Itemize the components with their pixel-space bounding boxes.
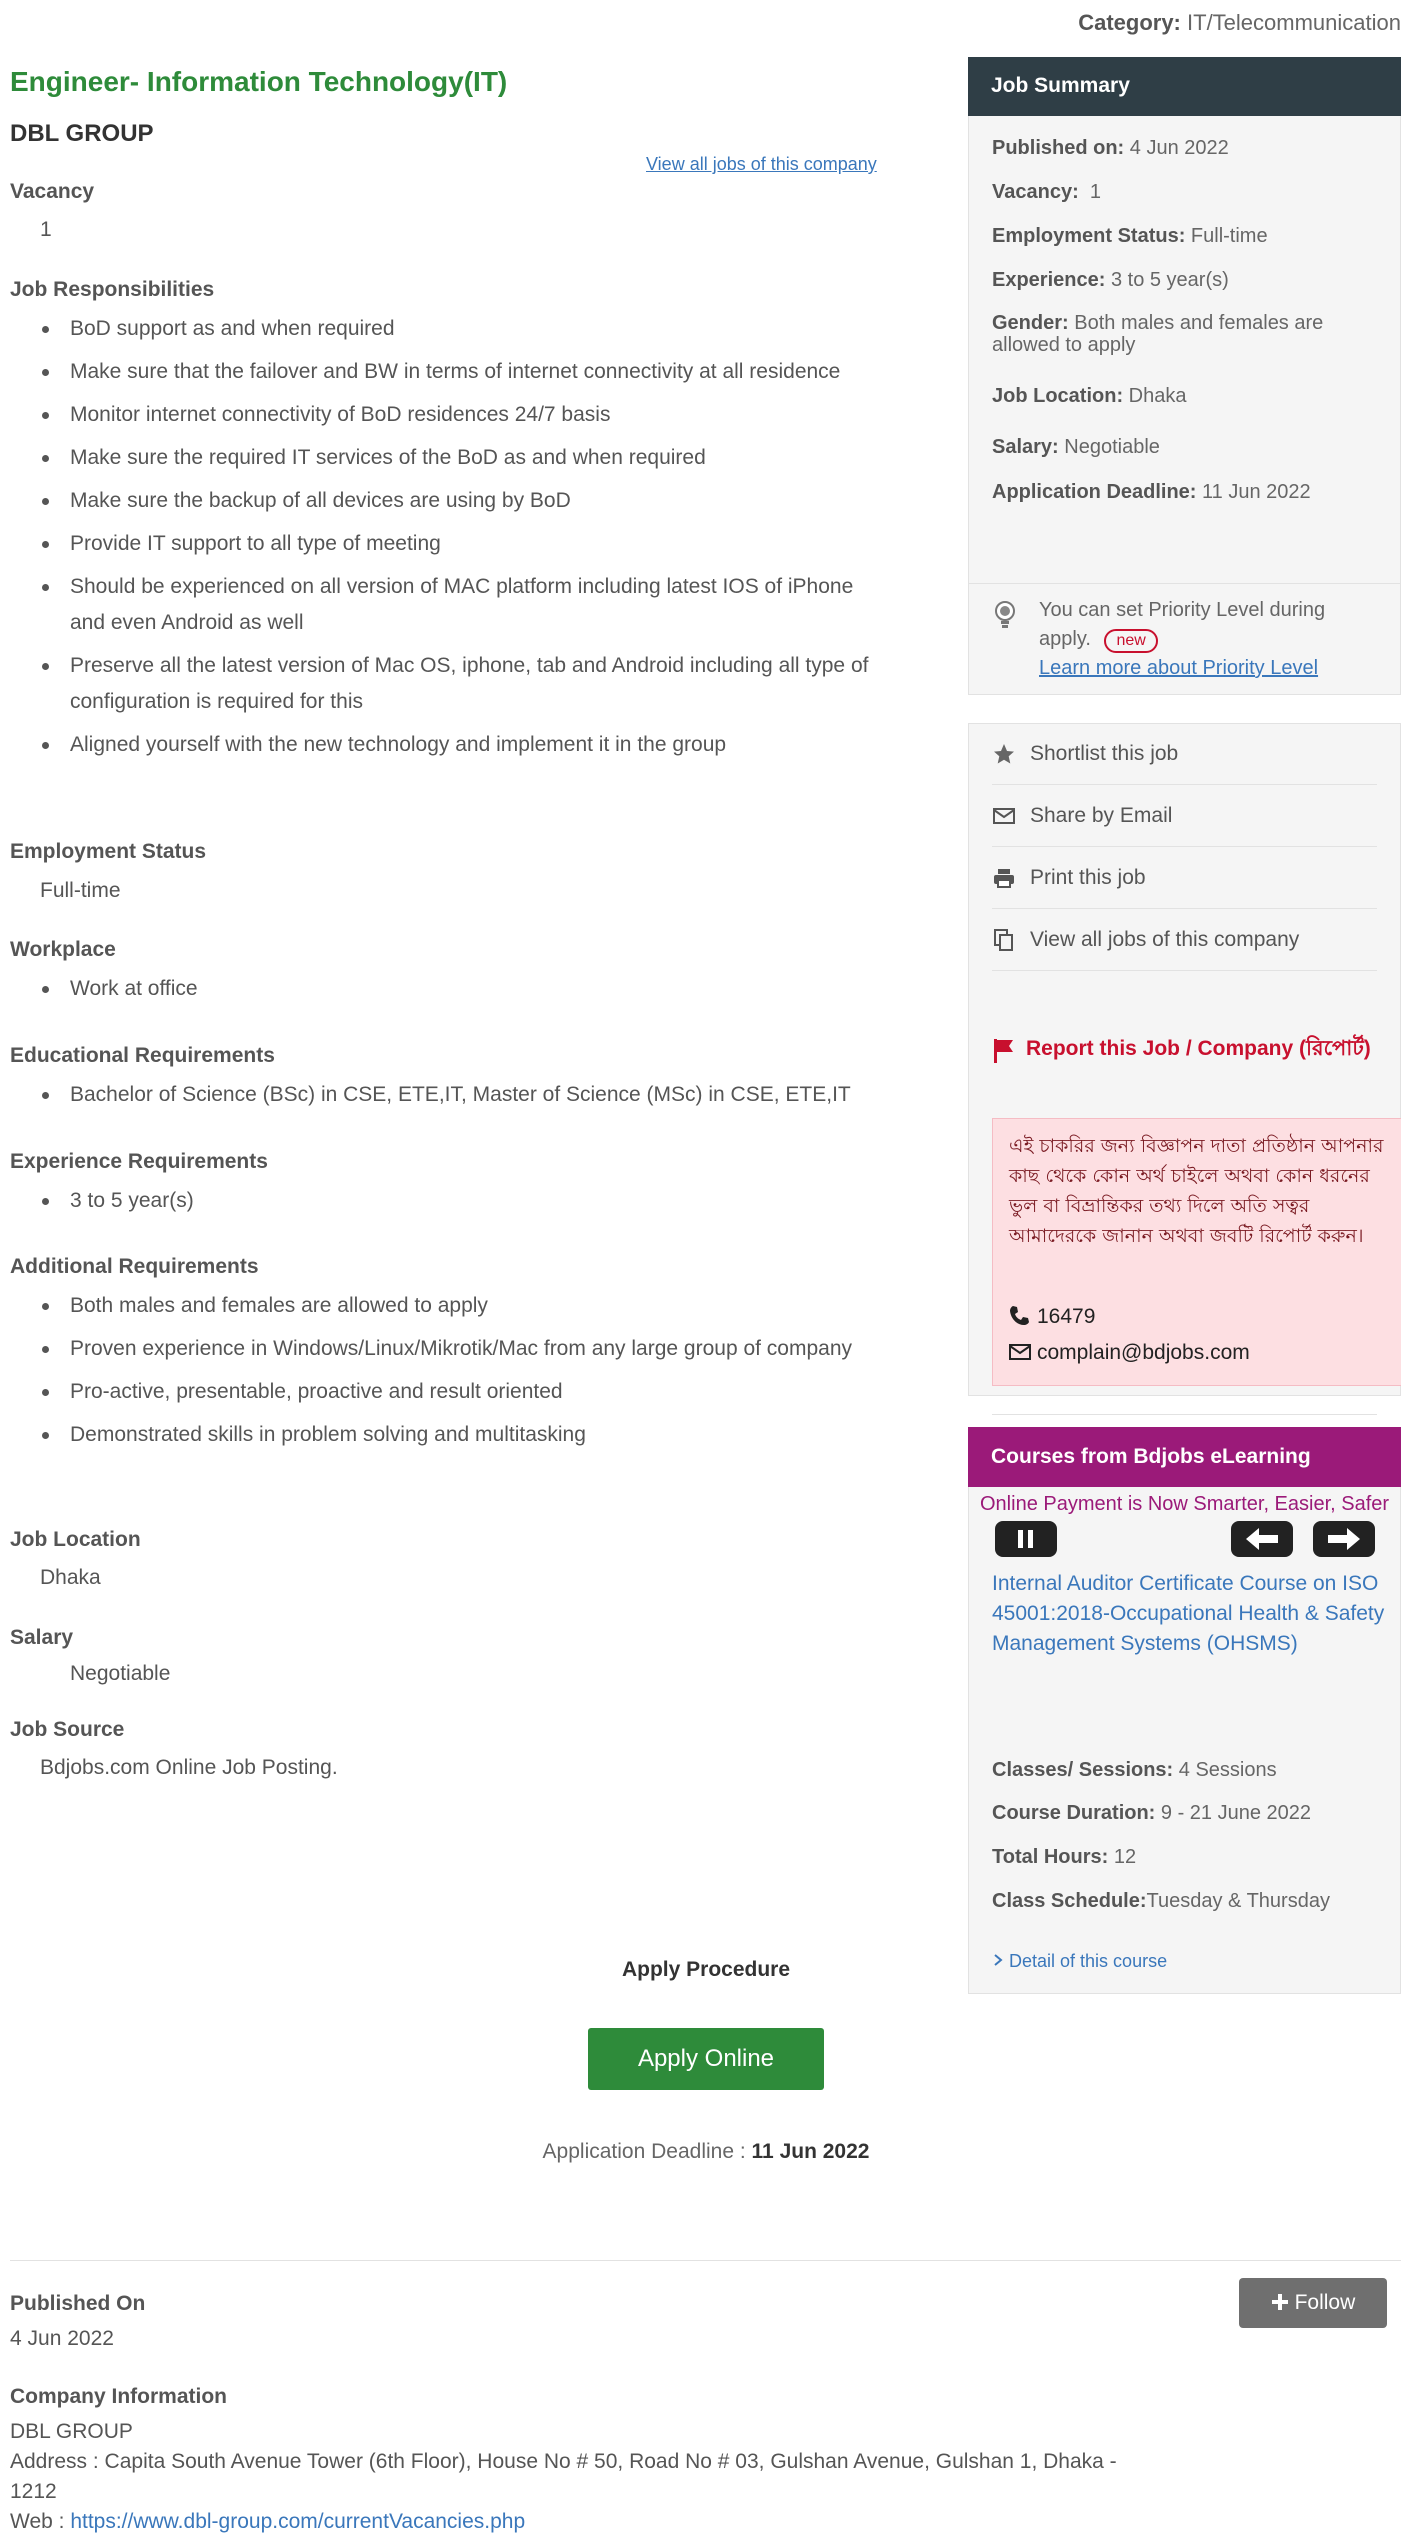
shortlist-label: Shortlist this job <box>1030 742 1179 765</box>
warning-phone <box>1009 1305 1095 1329</box>
follow-button[interactable] <box>1239 2278 1387 2328</box>
summary-deadline-label: Application Deadline: <box>992 481 1197 503</box>
priority-learn-more-link[interactable]: Learn more about Priority Level <box>1039 657 1319 679</box>
course-duration-label: Course Duration: <box>992 1802 1156 1824</box>
course-hours-label: Total Hours: <box>992 1846 1109 1868</box>
list-item: Make sure the backup of all devices are using by BoD <box>40 483 870 519</box>
list-item: Both males and females are allowed to apply <box>40 1288 870 1324</box>
summary-location <box>992 384 1382 408</box>
vacancy-value: 1 <box>40 218 52 241</box>
courses-panel <box>968 1487 1401 1994</box>
employment-status-title: Employment Status <box>10 840 207 863</box>
summary-salary-value: Negotiable <box>1064 436 1160 458</box>
copy-icon <box>992 928 1016 952</box>
list-item: BoD support as and when required <box>40 311 870 347</box>
list-item: Bachelor of Science (BSc) in CSE, ETE,IT, Master of Science (MSc) in CSE, ETE,IT <box>40 1077 870 1113</box>
priority-text-block <box>1039 596 1379 683</box>
additional-title: Additional Requirements <box>10 1255 259 1278</box>
responsibilities-title: Job Responsibilities <box>10 278 215 301</box>
warning-email[interactable] <box>1009 1341 1250 1365</box>
envelope-icon <box>1009 1341 1031 1363</box>
list-item: Pro-active, presentable, proactive and result oriented <box>40 1374 870 1410</box>
experience-list <box>40 1183 870 1226</box>
list-item: Aligned yourself with the new technology and implement it in the group <box>40 727 870 763</box>
course-sessions-value: 4 Sessions <box>1178 1759 1277 1781</box>
summary-published-value: 4 Jun 2022 <box>1129 137 1229 159</box>
category <box>1078 10 1401 36</box>
workplace-title: Workplace <box>10 938 116 961</box>
list-item: Demonstrated skills in problem solving and multitasking <box>40 1417 870 1453</box>
salary-title: Salary <box>10 1626 74 1649</box>
summary-gender <box>992 312 1382 356</box>
warning-phone-value: 16479 <box>1037 1305 1096 1328</box>
company-name: DBL GROUP <box>10 120 154 147</box>
prev-button[interactable] <box>1231 1521 1293 1557</box>
view-all-jobs-label: View all jobs of this company <box>1030 928 1300 951</box>
location-title: Job Location <box>10 1528 141 1551</box>
apply-procedure-title: Apply Procedure <box>621 1958 791 1981</box>
shortlist-button[interactable] <box>992 724 1377 785</box>
job-summary <box>968 116 1401 610</box>
apply-online-button[interactable]: Apply Online <box>588 2028 824 2090</box>
list-item: Proven experience in Windows/Linux/Mikrotik/Mac from any large group of company <box>40 1331 870 1367</box>
location-value: Dhaka <box>40 1566 101 1589</box>
summary-location-value: Dhaka <box>1128 385 1187 407</box>
printer-icon <box>992 866 1016 890</box>
summary-experience-label: Experience: <box>992 269 1106 291</box>
summary-status <box>992 224 1382 248</box>
published-on-value: 4 Jun 2022 <box>10 2327 114 2350</box>
company-address: Address : Capita South Avenue Tower (6th Floor), House No # 50, Road No # 03, Gulshan Avenue, Gulshan 1, Dhaka - <box>10 2450 1117 2473</box>
next-button[interactable] <box>1313 1521 1375 1557</box>
star-icon <box>992 742 1016 766</box>
follow-label: Follow <box>1294 2291 1356 2314</box>
course-hours <box>992 1846 1136 1869</box>
list-item: Work at office <box>40 971 870 1007</box>
warning-email-value: complain@bdjobs.com <box>1037 1341 1250 1364</box>
job-actions <box>968 723 1401 1396</box>
list-item: Should be experienced on all version of MAC platform including latest IOS of iPhone and even Android as well <box>40 569 870 641</box>
summary-status-value: Full-time <box>1190 225 1268 247</box>
warning-text: এই চাকরির জন্য বিজ্ঞাপন দাতা প্রতিষ্ঠান আপনার কাছ থেকে কোন অর্থ চাইলে অথবা কোন ধরনের ভুল বা বিভ্রান্তিকর তথ্য দিলে অতি সত্বর আমাদেরকে জানান অথবা জবটি রিপোর্ট করুন। <box>1009 1135 1384 1247</box>
new-badge: new <box>1104 629 1157 653</box>
pause-button[interactable] <box>995 1521 1057 1557</box>
divider <box>10 2260 1401 2261</box>
company-address-cont: 1212 <box>10 2480 57 2503</box>
category-value: IT/Telecommunication <box>1187 10 1401 35</box>
course-schedule-label: Class Schedule: <box>992 1890 1147 1912</box>
summary-vacancy-value: 1 <box>1089 181 1101 203</box>
plus-icon <box>1271 2293 1289 2311</box>
education-title: Educational Requirements <box>10 1044 275 1067</box>
source-value: Bdjobs.com Online Job Posting. <box>40 1756 338 1779</box>
list-item: 3 to 5 year(s) <box>40 1183 870 1219</box>
courses-ticker: Online Payment is Now Smarter, Easier, Safer <box>980 1493 1390 1515</box>
course-sessions <box>992 1759 1277 1782</box>
summary-location-label: Job Location: <box>992 385 1124 407</box>
education-list <box>40 1077 870 1120</box>
category-label: Category: <box>1078 10 1181 35</box>
additional-list <box>40 1288 870 1460</box>
course-detail-label: Detail of this course <box>1009 1951 1168 1971</box>
responsibilities-list <box>40 311 870 770</box>
summary-published-label: Published on: <box>992 137 1125 159</box>
phone-icon <box>1009 1305 1031 1327</box>
priority-text: You can set Priority Level during apply. <box>1039 599 1326 650</box>
print-button[interactable] <box>992 848 1377 909</box>
course-schedule-value: Tuesday & Thursday <box>1146 1890 1330 1912</box>
summary-vacancy <box>992 180 1382 204</box>
pause-icon <box>995 1521 1057 1557</box>
summary-vacancy-label: Vacancy: <box>992 181 1079 203</box>
job-summary-title: Job Summary <box>968 57 1401 116</box>
list-item: Make sure that the failover and BW in terms of internet connectivity at all residence <box>40 354 870 390</box>
course-schedule <box>992 1890 1330 1913</box>
published-on-title: Published On <box>10 2292 146 2315</box>
summary-gender-value: Both males and females are allowed to apply <box>992 312 1324 356</box>
priority-notice <box>968 583 1401 695</box>
report-label: Report this Job / Company (রিপোর্ট) <box>1026 1037 1371 1060</box>
list-item: Preserve all the latest version of Mac OS, iphone, tab and Android including all type of configuration is required for this <box>40 648 870 720</box>
course-title-link[interactable]: Internal Auditor Certificate Course on ISO 45001:2018-Occupational Health & Safety Management Systems (OHSMS) <box>992 1572 1385 1655</box>
summary-published <box>992 136 1382 160</box>
summary-deadline-value: 11 Jun 2022 <box>1202 481 1311 503</box>
summary-deadline <box>992 480 1382 504</box>
company-web <box>10 2510 525 2534</box>
summary-experience <box>992 268 1382 292</box>
fraud-warning <box>992 1118 1401 1386</box>
view-all-jobs-link[interactable]: View all jobs of this company <box>646 154 877 174</box>
summary-experience-value: 3 to 5 year(s) <box>1110 269 1229 291</box>
list-item: Make sure the required IT services of the BoD as and when required <box>40 440 870 476</box>
course-duration-value: 9 - 21 June 2022 <box>1160 1802 1312 1824</box>
summary-salary-label: Salary: <box>992 436 1059 458</box>
arrow-right-icon <box>1313 1521 1375 1557</box>
view-all-jobs-button[interactable] <box>992 910 1377 971</box>
print-label: Print this job <box>1030 866 1146 889</box>
summary-salary <box>992 435 1382 459</box>
workplace-list <box>40 971 870 1014</box>
job-title: Engineer- Information Technology(IT) <box>10 66 508 97</box>
arrow-left-icon <box>1231 1521 1293 1557</box>
course-duration <box>992 1802 1311 1825</box>
share-email-button[interactable] <box>992 786 1377 847</box>
flag-icon <box>992 1038 1016 1064</box>
apply-deadline-value: 11 Jun 2022 <box>751 2140 870 2163</box>
company-web-label: Web : <box>10 2510 65 2533</box>
courses-title: Courses from Bdjobs eLearning <box>968 1427 1401 1487</box>
summary-status-label: Employment Status: <box>992 225 1186 247</box>
company-info-title: Company Information <box>10 2385 228 2408</box>
company-web-link[interactable]: https://www.dbl-group.com/currentVacancies.php <box>70 2510 526 2533</box>
source-title: Job Source <box>10 1718 125 1741</box>
list-item: Provide IT support to all type of meeting <box>40 526 870 562</box>
lightbulb-icon <box>993 600 1017 630</box>
vacancy-title: Vacancy <box>10 180 95 203</box>
course-hours-value: 12 <box>1113 1846 1137 1868</box>
share-email-label: Share by Email <box>1030 804 1173 827</box>
employment-status-value: Full-time <box>40 879 121 902</box>
course-sessions-label: Classes/ Sessions: <box>992 1759 1174 1781</box>
company-info-name: DBL GROUP <box>10 2420 133 2443</box>
envelope-icon <box>992 804 1016 828</box>
summary-gender-label: Gender: <box>992 312 1069 334</box>
salary-value: Negotiable <box>70 1662 171 1685</box>
experience-title: Experience Requirements <box>10 1150 268 1173</box>
list-item: Monitor internet connectivity of BoD residences 24/7 basis <box>40 397 870 433</box>
apply-deadline-label: Application Deadline : <box>542 2140 746 2163</box>
apply-deadline <box>0 2140 1401 2164</box>
